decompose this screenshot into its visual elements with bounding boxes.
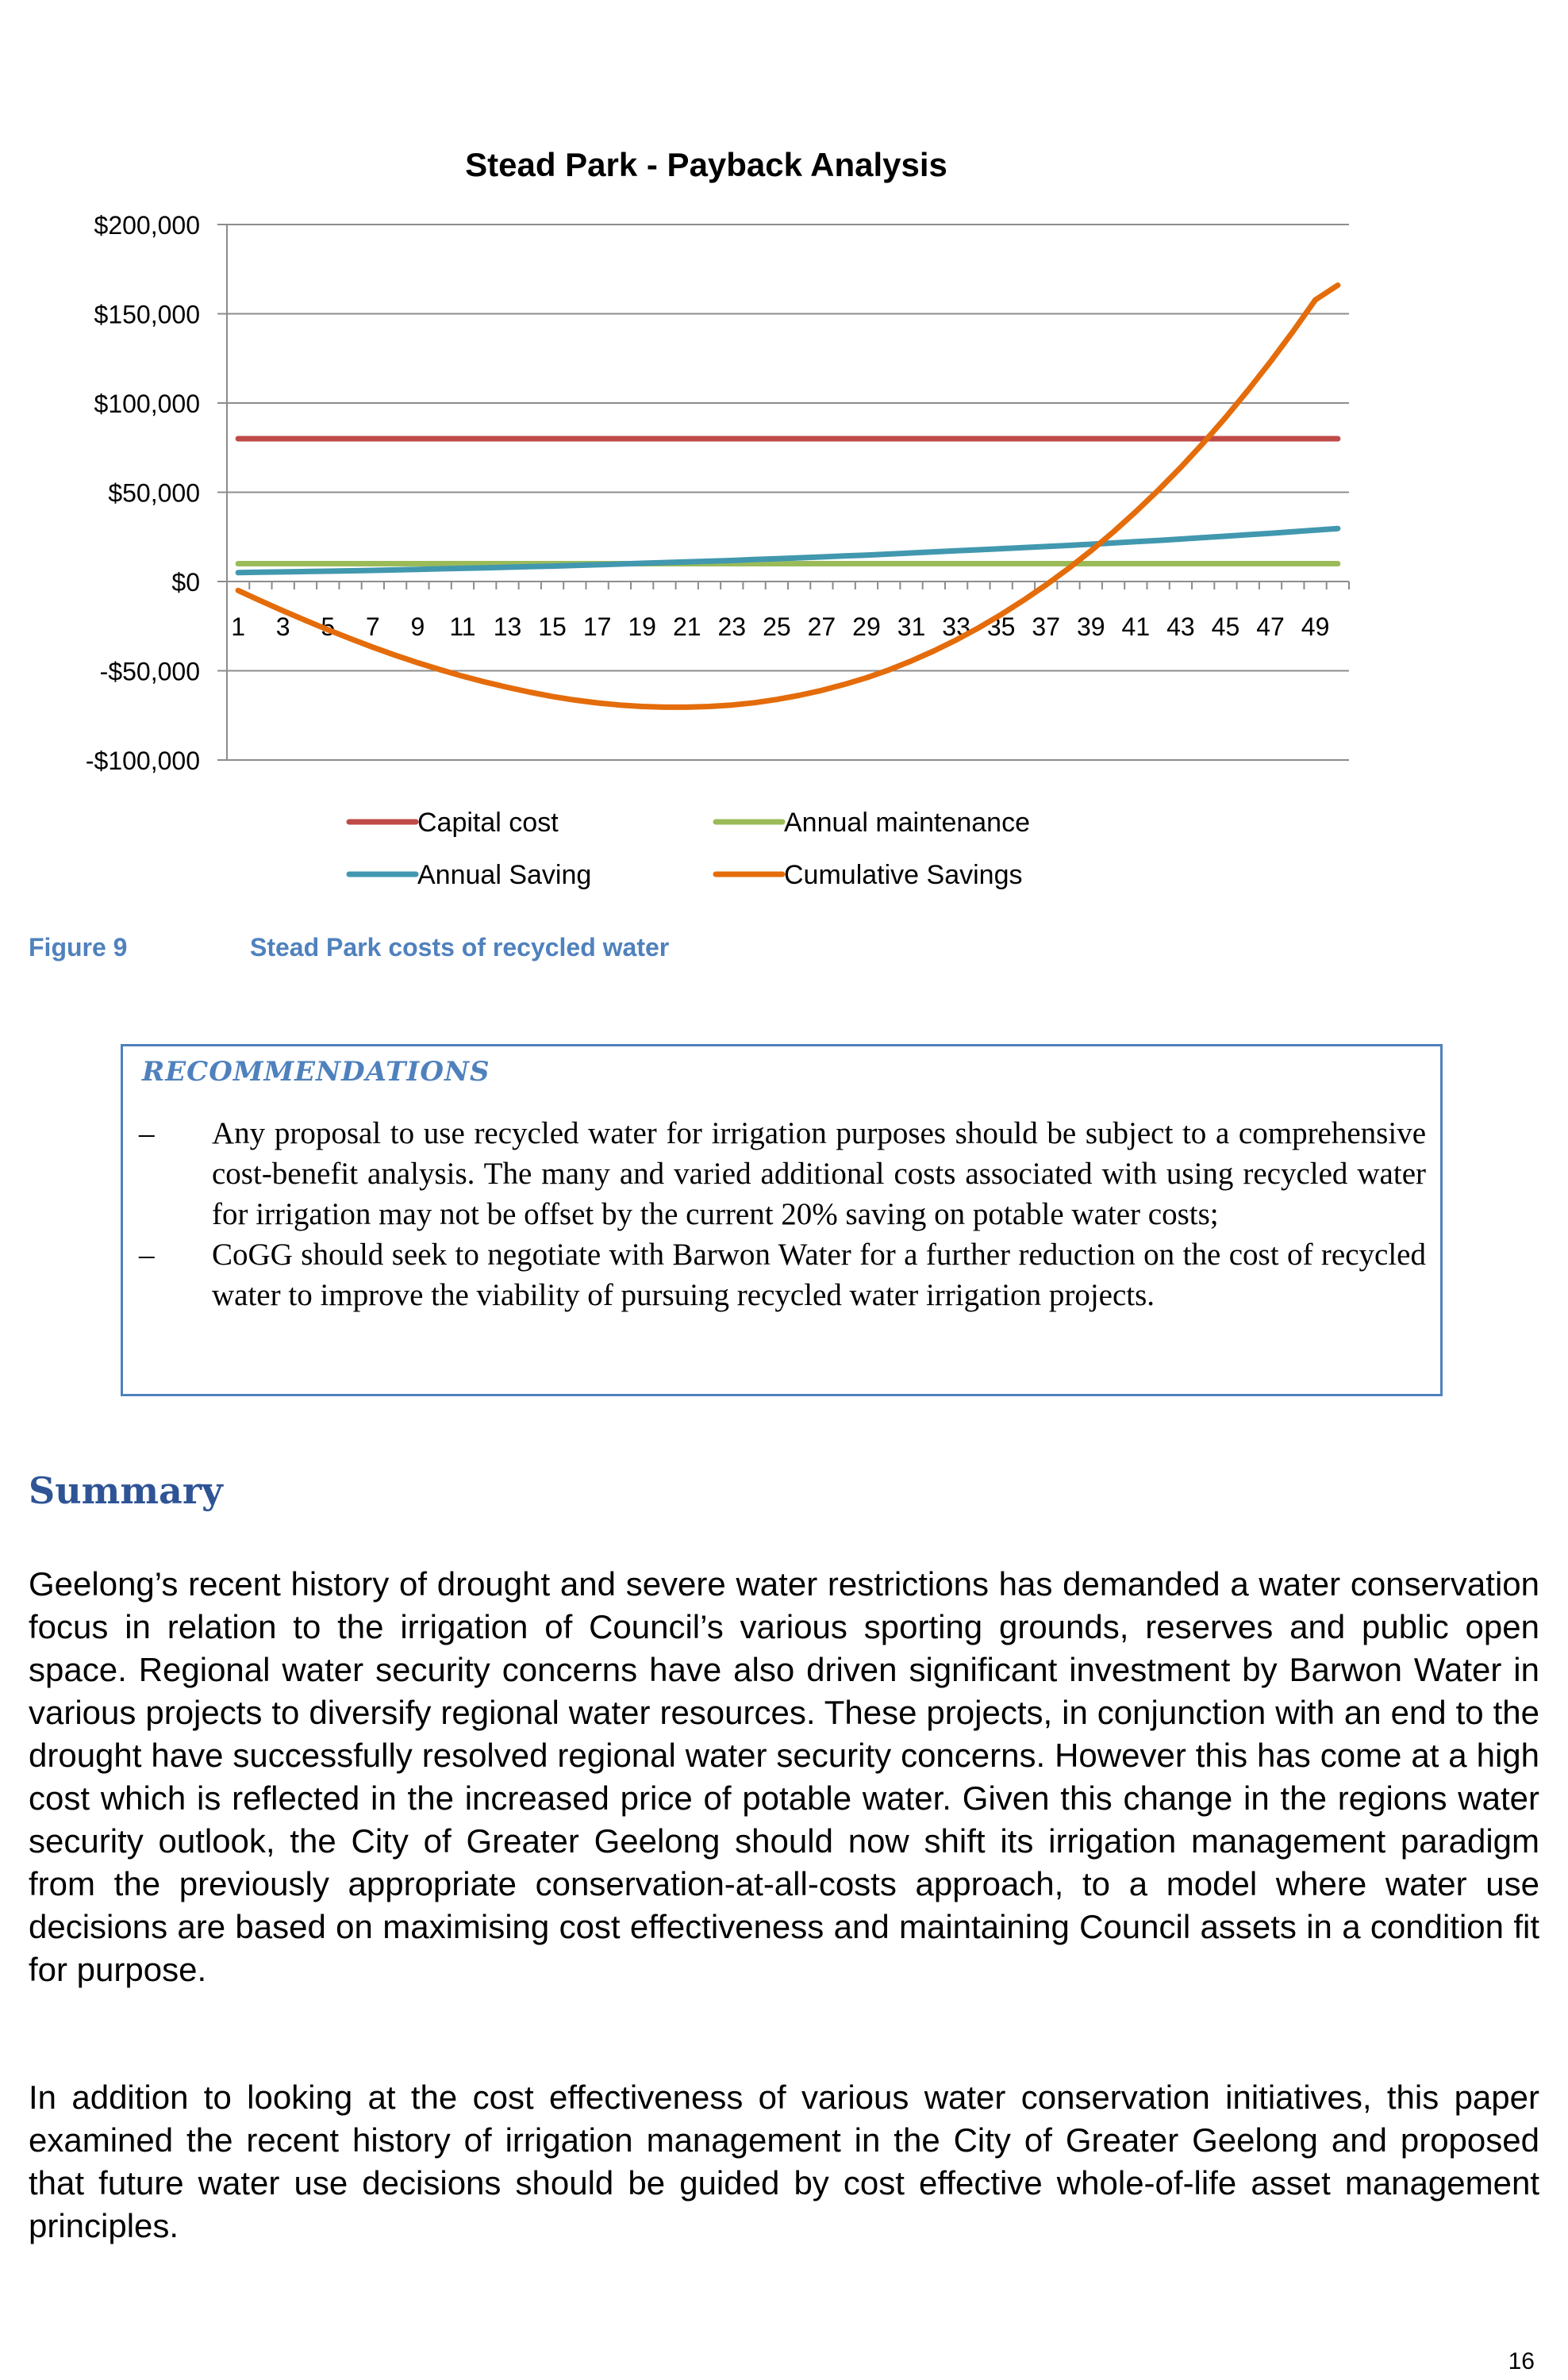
x-tick-label: 45 (1211, 612, 1240, 641)
y-tick-label: -$100,000 (85, 747, 200, 775)
y-axis-tick-labels (86, 211, 200, 775)
legend-label: Capital cost (417, 808, 559, 838)
x-tick-label: 41 (1121, 612, 1151, 641)
x-tick-label: 7 (365, 612, 380, 641)
x-tick-label: 19 (628, 612, 656, 641)
x-tick-label: 1 (231, 612, 246, 641)
summary-paragraph: Geelong’s recent history of drought and severe water restrictions has demanded a water conservation focus in relation to the irrigation of Council’s various sporting grounds, reserves and public open space. Regional water security concerns have also driven significant investment by Barwon Water in various projects to diversify regional water resources. These projects, in conjunction with an end to the drought have successfully resolved regional water security concerns. However this has come at a high cost which is reflected in the increased price of potable water. Given this change in the regions water security outlook, the City of Greater Geelong should now shift its irrigation management paradigm from the previously appropriate conservation-at-all-costs approach, to a model where water use decisions are based on maximising cost effectiveness and maintaining Council assets in a condition fit for purpose. (29, 1565, 1539, 1988)
summary-heading: Summary (29, 1469, 223, 1512)
x-tick-label: 15 (538, 612, 567, 641)
x-tick-label: 9 (410, 612, 425, 641)
payback-chart (0, 119, 1568, 912)
x-tick-label: 27 (807, 612, 836, 641)
chart-series (238, 286, 1338, 708)
x-tick-label: 33 (942, 612, 970, 641)
y-tick-label: -$50,000 (99, 657, 200, 686)
series-line (238, 286, 1338, 708)
recommendation-item (139, 1234, 1426, 1315)
x-tick-label: 37 (1032, 612, 1061, 641)
x-tick-label: 21 (672, 612, 701, 641)
x-tick-label: 43 (1166, 612, 1195, 641)
x-tick-label: 29 (852, 612, 881, 641)
x-tick-label: 49 (1301, 612, 1330, 641)
x-tick-label: 35 (986, 612, 1016, 641)
recommendations-heading: RECOMMENDATIONS (142, 1056, 490, 1088)
x-tick-label: 25 (763, 612, 791, 641)
y-tick-label: $150,000 (94, 300, 200, 329)
x-tick-label: 23 (717, 612, 747, 641)
recommendation-text: CoGG should seek to negotiate with Barwon Water for a further reduction on the cost of recycled water to improve the viability of pursuing recycled water irrigation projects. (212, 1238, 1426, 1312)
chart-legend (349, 808, 1030, 890)
recommendation-text: Any proposal to use recycled water for irrigation purposes should be subject to a comprehensive cost-benefit analysis. The many and varied additional costs associated with using recycled water for irrigation may not be offset by the current 20% saving on potable water costs; (212, 1116, 1426, 1231)
figure-number: Figure 9 (29, 933, 128, 962)
x-axis-tick-labels (231, 612, 1329, 641)
y-tick-label: $200,000 (94, 211, 200, 240)
dash-bullet: – (139, 1116, 155, 1150)
recommendation-item (139, 1113, 1426, 1234)
figure-caption: Stead Park costs of recycled water (250, 933, 670, 962)
legend-label: Annual Saving (417, 860, 592, 890)
chart-title: Stead Park - Payback Analysis (465, 146, 947, 183)
summary-paragraph: In addition to looking at the cost effectiveness of various water conservation initiatives, this paper examined the recent history of irrigation management in the City of Greater Geelong and proposed that future water use decisions should be guided by cost effective whole-of-life asset management principles. (29, 2079, 1539, 2244)
x-tick-label: 47 (1256, 612, 1285, 641)
x-tick-label: 31 (897, 612, 926, 641)
y-tick-label: $0 (171, 568, 200, 597)
recommendations-list (139, 1113, 1426, 1315)
x-tick-label: 11 (449, 612, 476, 641)
x-tick-label: 3 (275, 612, 290, 641)
page-number: 16 (1508, 2348, 1535, 2374)
legend-label: Cumulative Savings (784, 860, 1023, 890)
dash-bullet: – (139, 1238, 155, 1272)
x-tick-label: 13 (493, 612, 522, 641)
x-tick-label: 39 (1076, 612, 1105, 641)
x-tick-label: 5 (321, 612, 336, 641)
y-tick-label: $50,000 (108, 478, 200, 508)
recommendations-box (121, 1044, 1443, 1396)
x-tick-label: 17 (582, 612, 612, 641)
chart-gridlines (227, 225, 1349, 760)
y-tick-label: $100,000 (94, 390, 200, 418)
legend-label: Annual maintenance (784, 808, 1031, 838)
